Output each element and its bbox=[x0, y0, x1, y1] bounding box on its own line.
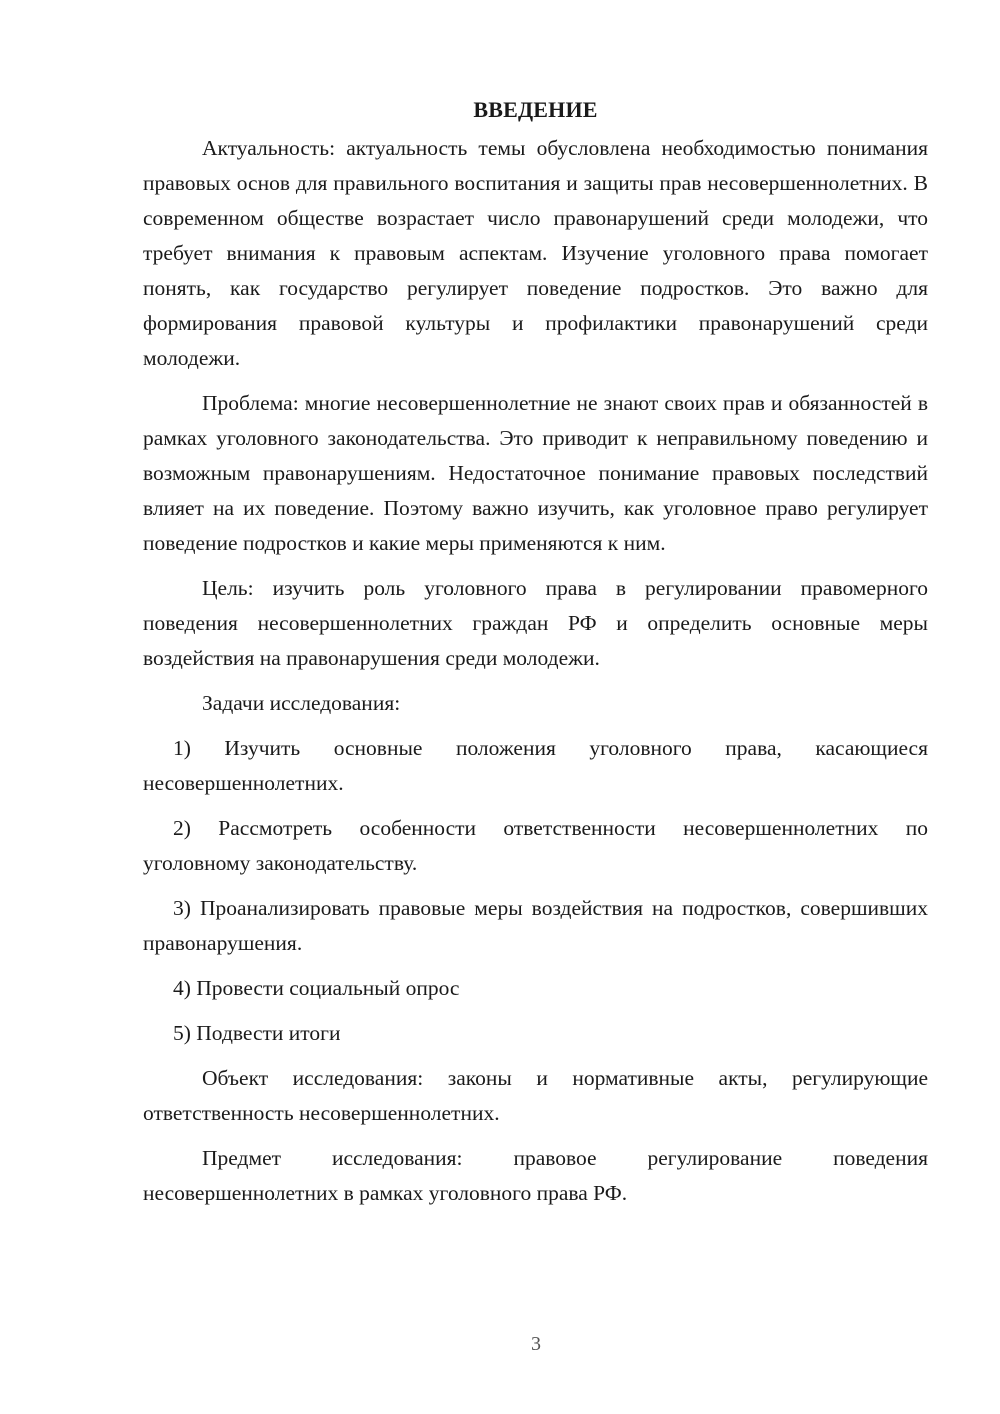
paragraph-relevance: Актуальность: актуальность темы обусловлена необходимостью понимания правовых основ для правильного воспитания и защиты прав несовершеннолетних. В современном обществе возрастает число правонарушений среди молодежи, что требует внимания к правовым аспектам. Изучение уголовного права помогает понять, как государство регулирует поведение подростков. Это важно для формирования правовой культуры и профилактики правонарушений среди молодежи. bbox=[143, 136, 928, 370]
task-item-4: 4) Провести социальный опрос bbox=[173, 976, 460, 1000]
task-item-5: 5) Подвести итоги bbox=[173, 1021, 341, 1045]
document-body bbox=[143, 92, 928, 1221]
paragraph-object: Объект исследования: законы и нормативные акты, регулирующие ответственность несовершеннолетних. bbox=[143, 1066, 928, 1125]
task-item-3: 3) Проанализировать правовые меры воздействия на подростков, совершивших правонарушения. bbox=[143, 896, 928, 955]
task-item-2: 2) Рассмотреть особенности ответственности несовершеннолетних по уголовному законодательству. bbox=[143, 816, 928, 875]
task-item-1: 1) Изучить основные положения уголовного права, касающиеся несовершеннолетних. bbox=[143, 736, 928, 795]
page-number: 3 bbox=[531, 1333, 541, 1355]
paragraph-goal: Цель: изучить роль уголовного права в регулировании правомерного поведения несовершеннолетних граждан РФ и определить основные меры воздействия на правонарушения среди молодежи. bbox=[143, 576, 928, 670]
paragraph-subject: Предмет исследования: правовое регулирование поведения несовершеннолетних в рамках уголовного права РФ. bbox=[143, 1146, 928, 1205]
page-title: ВВЕДЕНИЕ bbox=[473, 97, 598, 122]
paragraph-problem: Проблема: многие несовершеннолетние не знают своих прав и обязанностей в рамках уголовного законодательства. Это приводит к неправильному поведению и возможным правонарушениям. Недостаточное понимание правовых последствий влияет на их поведение. Поэтому важно изучить, как уголовное право регулирует поведение подростков и какие меры применяются к ним. bbox=[143, 391, 928, 555]
tasks-heading: Задачи исследования: bbox=[202, 691, 401, 715]
